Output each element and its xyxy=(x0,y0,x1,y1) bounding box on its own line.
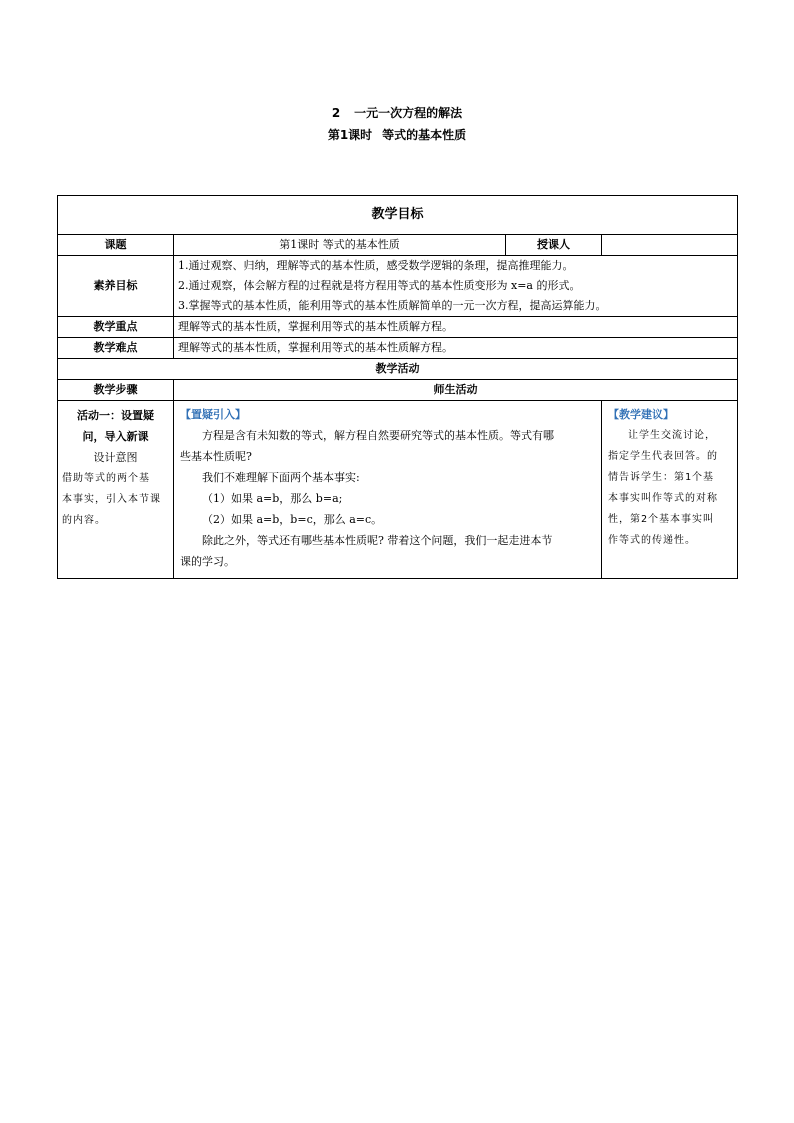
teacher-value xyxy=(602,235,738,256)
goal-item: 1.通过观察、归纳，理解等式的基本性质，感受数学逻辑的条理，提高推理能力。 xyxy=(178,259,574,272)
suggestion-line: 性，第2个基本事实叫 xyxy=(608,514,715,525)
paragraph-line: 我们不难理解下面两个基本事实: xyxy=(202,471,360,484)
teaching-suggestion-cell xyxy=(602,401,738,579)
activities-label: 教学活动 xyxy=(58,359,738,380)
lesson-heading xyxy=(0,124,794,146)
suggestion-line: 情告诉学生：第1个基 xyxy=(608,472,715,483)
chapter-heading xyxy=(0,102,794,124)
fact-item: （2）如果 a=b，b=c，那么 a=c。 xyxy=(202,513,383,526)
goals-label: 素养目标 xyxy=(58,256,174,317)
difficulty-value: 理解等式的基本性质，掌握利用等式的基本性质解方程。 xyxy=(174,338,738,359)
topic-label: 课题 xyxy=(58,235,174,256)
suggestion-line: 让学生交流讨论， xyxy=(628,430,716,441)
paragraph-line: 除此之外，等式还有哪些基本性质呢? 带着这个问题，我们一起走进本节 xyxy=(202,534,553,547)
document-title xyxy=(0,102,794,146)
paragraph-line: 些基本性质呢? xyxy=(180,450,252,463)
fact-item: （1）如果 a=b，那么 b=a; xyxy=(202,492,343,505)
chapter-title: 一元一次方程的解法 xyxy=(354,106,463,120)
chapter-number: 2 xyxy=(331,106,341,120)
lesson-plan-table xyxy=(57,195,738,579)
teacher-student-label: 师生活动 xyxy=(174,380,738,401)
activity1-title: 问，导入新课 xyxy=(82,430,149,443)
suggestion-line: 指定学生代表回答。的 xyxy=(608,451,718,462)
paragraph-line: 课的学习。 xyxy=(180,555,235,568)
paragraph-line: 方程是含有未知数的等式，解方程自然要研究等式的基本性质。等式有哪 xyxy=(202,429,554,442)
design-intent-line: 的内容。 xyxy=(62,515,106,526)
goals-cell xyxy=(174,256,738,317)
activity1-content-cell xyxy=(174,401,602,579)
difficulty-label: 教学难点 xyxy=(58,338,174,359)
focus-value: 理解等式的基本性质，掌握利用等式的基本性质解方程。 xyxy=(174,317,738,338)
focus-label: 教学重点 xyxy=(58,317,174,338)
goal-item: 2.通过观察，体会解方程的过程就是将方程用等式的基本性质变形为 x=a 的形式。 xyxy=(178,279,581,292)
activity1-step-cell xyxy=(58,401,174,579)
lesson-title: 等式的基本性质 xyxy=(382,128,467,142)
section-title: 教学目标 xyxy=(58,196,738,235)
lesson-number: 第1课时 xyxy=(327,128,373,142)
goal-item: 3.掌握等式的基本性质，能利用等式的基本性质解简单的一元一次方程，提高运算能力。 xyxy=(178,299,607,312)
activity1-title: 活动一：设置疑 xyxy=(77,409,154,422)
suggestion-tag: 【教学建议】 xyxy=(608,408,674,421)
design-intent-line: 本事实，引入本节课 xyxy=(62,494,161,505)
steps-label: 教学步骤 xyxy=(58,380,174,401)
intro-tag: 【置疑引入】 xyxy=(180,408,246,421)
topic-value: 第1课时 等式的基本性质 xyxy=(174,235,506,256)
suggestion-line: 作等式的传递性。 xyxy=(608,535,696,546)
design-intent-line: 借助等式的两个基 xyxy=(62,473,150,484)
design-intent-label: 设计意图 xyxy=(93,451,138,464)
teacher-label: 授课人 xyxy=(506,235,602,256)
suggestion-line: 本事实叫作等式的对称 xyxy=(608,493,718,504)
